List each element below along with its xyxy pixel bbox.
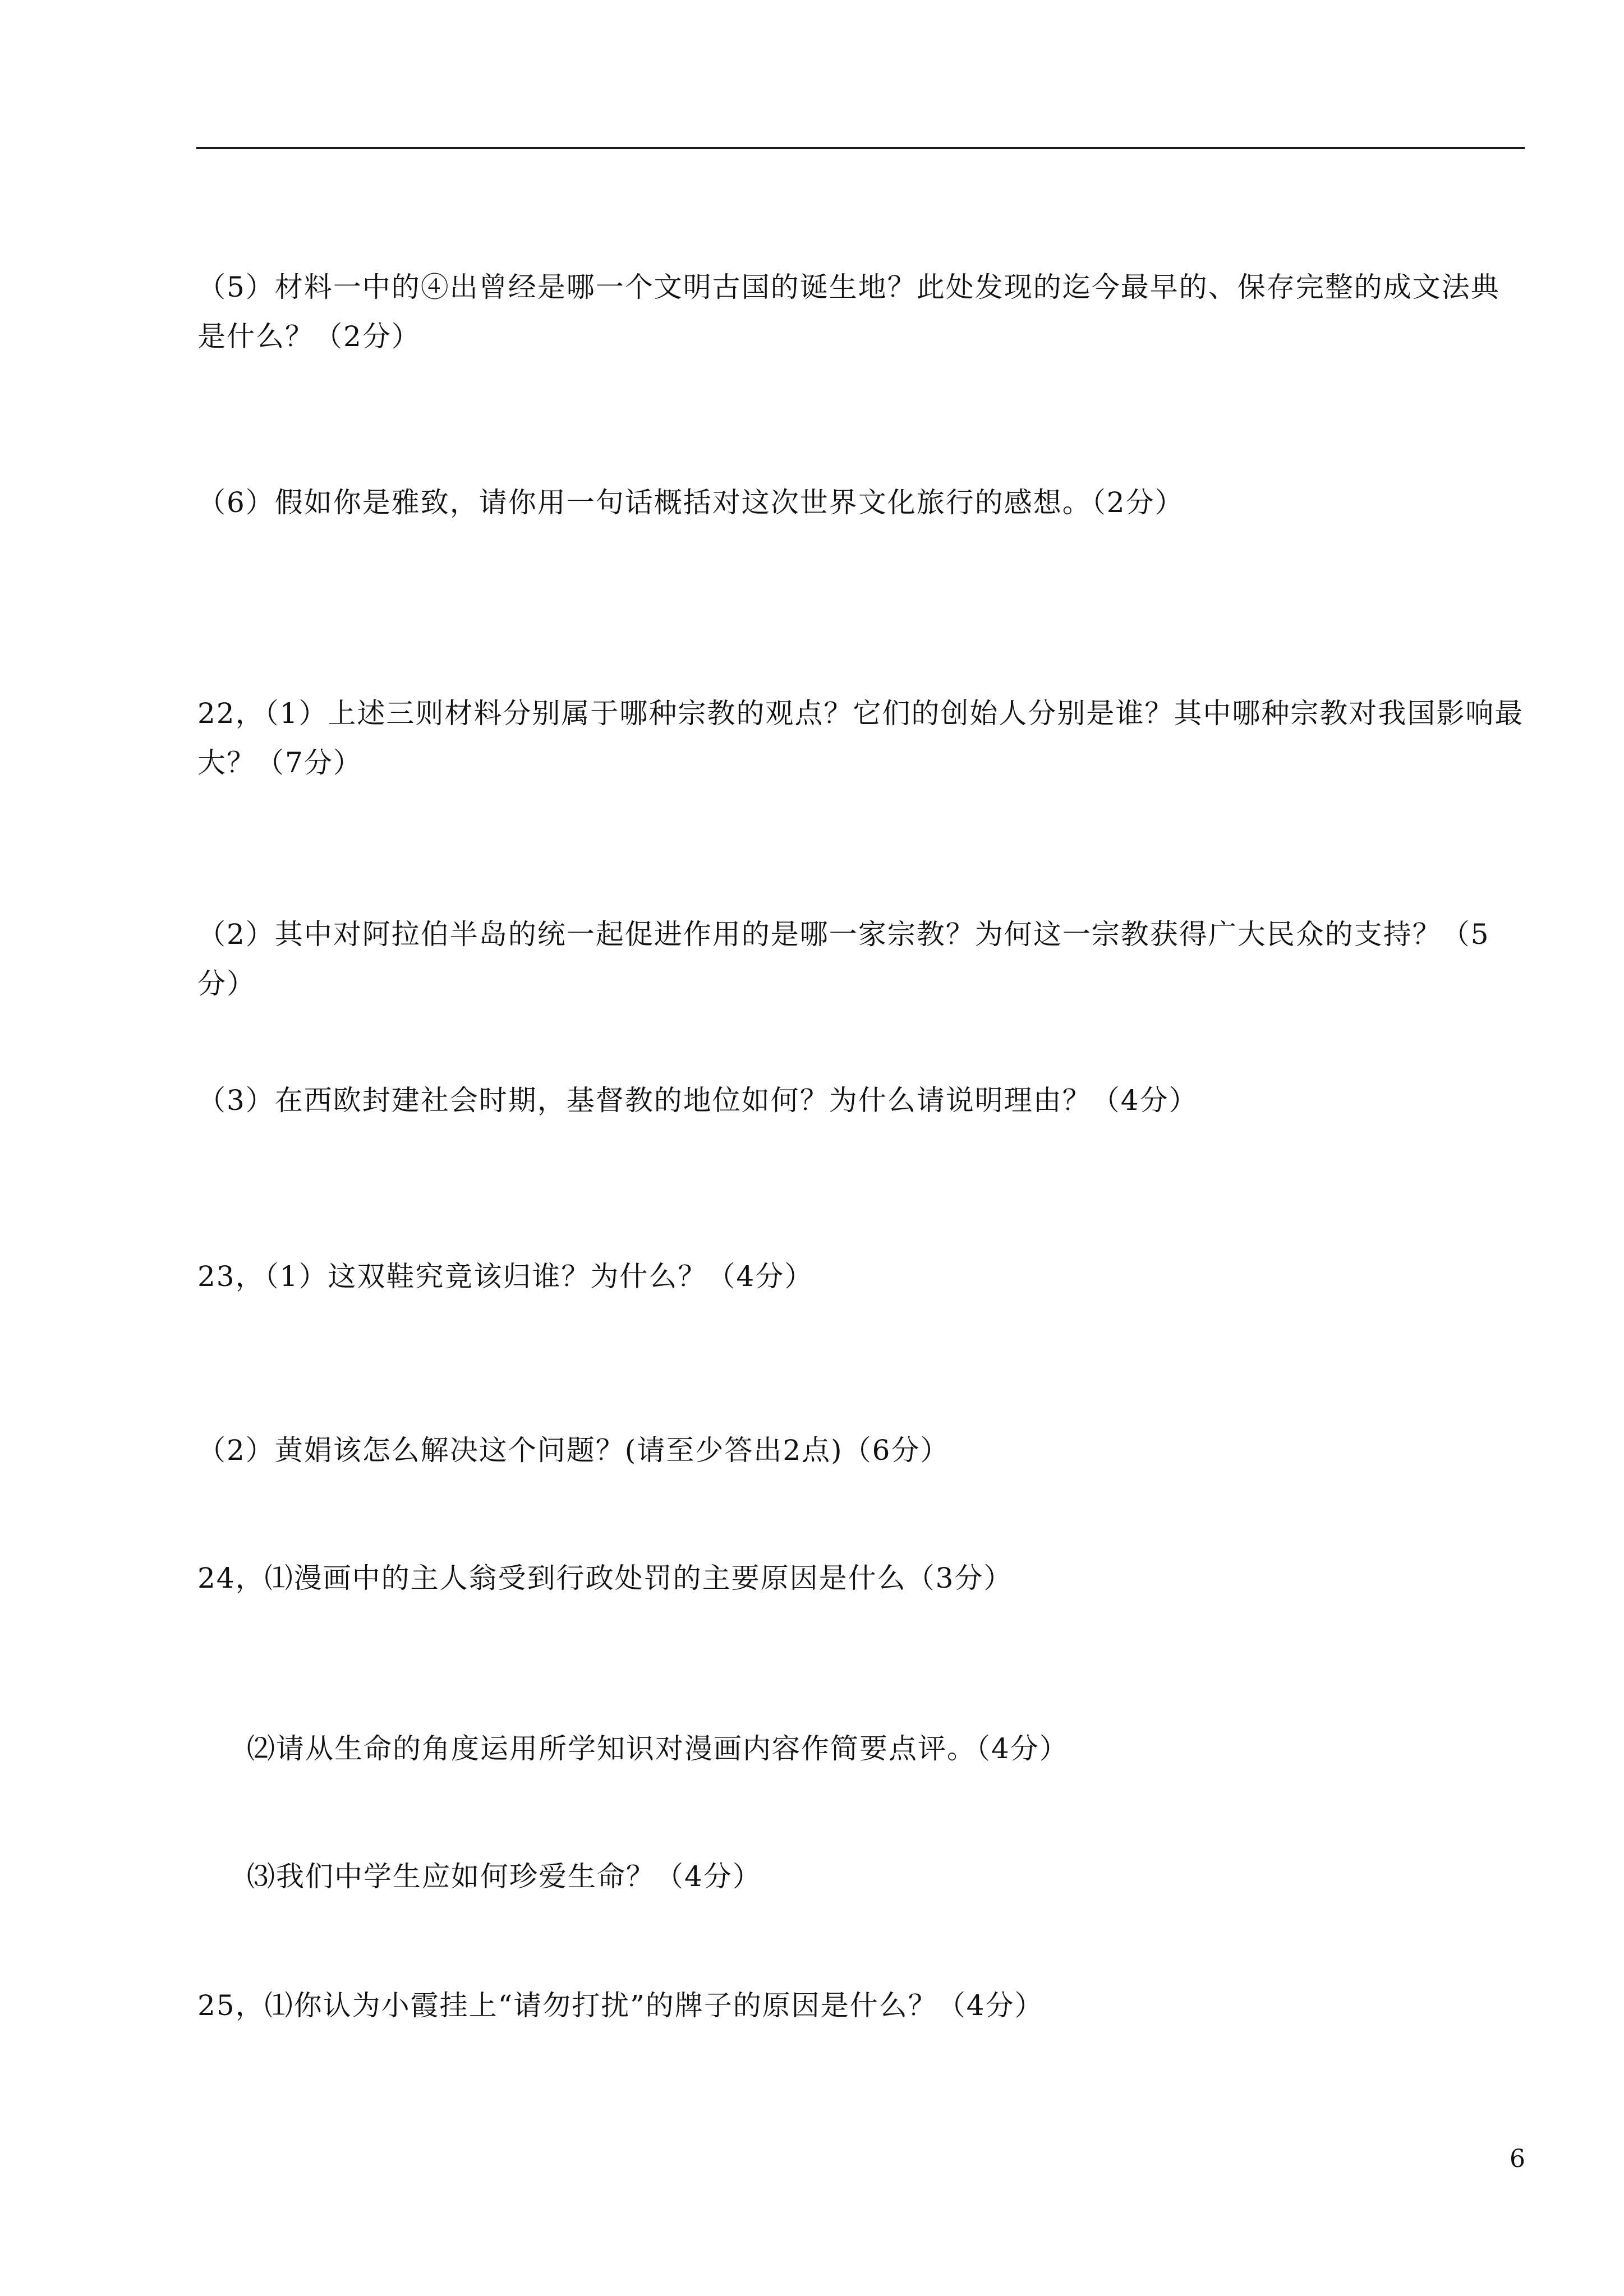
question-22-1: 22，（1）上述三则材料分别属于哪种宗教的观点？它们的创始人分别是谁？其中哪种宗教对我国影响最大？（7分） xyxy=(197,697,1524,779)
question-24-1: 24，⑴漫画中的主人翁受到行政处罚的主要原因是什么（3分） xyxy=(197,1562,1013,1594)
question-25-1: 25，⑴你认为小霞挂上“请勿打扰”的牌子的原因是什么？（4分） xyxy=(197,1989,1044,2022)
question-21-6: （6）假如你是雅致，请你用一句话概括对这次世界文化旅行的感想。（2分） xyxy=(197,486,1184,519)
question-24-2: ⑵请从生命的角度运用所学知识对漫画内容作简要点评。（4分） xyxy=(247,1732,1069,1765)
question-22-2: （2）其中对阿拉伯半岛的统一起促进作用的是哪一家宗教？为何这一宗教获得广大民众的支持？（5分） xyxy=(197,918,1490,1000)
question-22-3: （3）在西欧封建社会时期，基督教的地位如何？为什么请说明理由？（4分） xyxy=(197,1084,1198,1117)
question-21-5: （5）材料一中的④出曾经是哪一个文明古国的诞生地？此处发现的迄今最早的、保存完整的成文法典是什么？（2分） xyxy=(197,271,1500,353)
header-divider xyxy=(196,147,1525,149)
question-23-1: 23，（1）这双鞋究竟该归谁？为什么？（4分） xyxy=(197,1260,814,1293)
question-23-2: （2）黄娟该怎么解决这个问题？(请至少答出2点)（6分） xyxy=(197,1434,950,1467)
question-24-3: ⑶我们中学生应如何珍爱生命？（4分） xyxy=(247,1860,762,1893)
page-number: 6 xyxy=(1510,2145,1525,2173)
